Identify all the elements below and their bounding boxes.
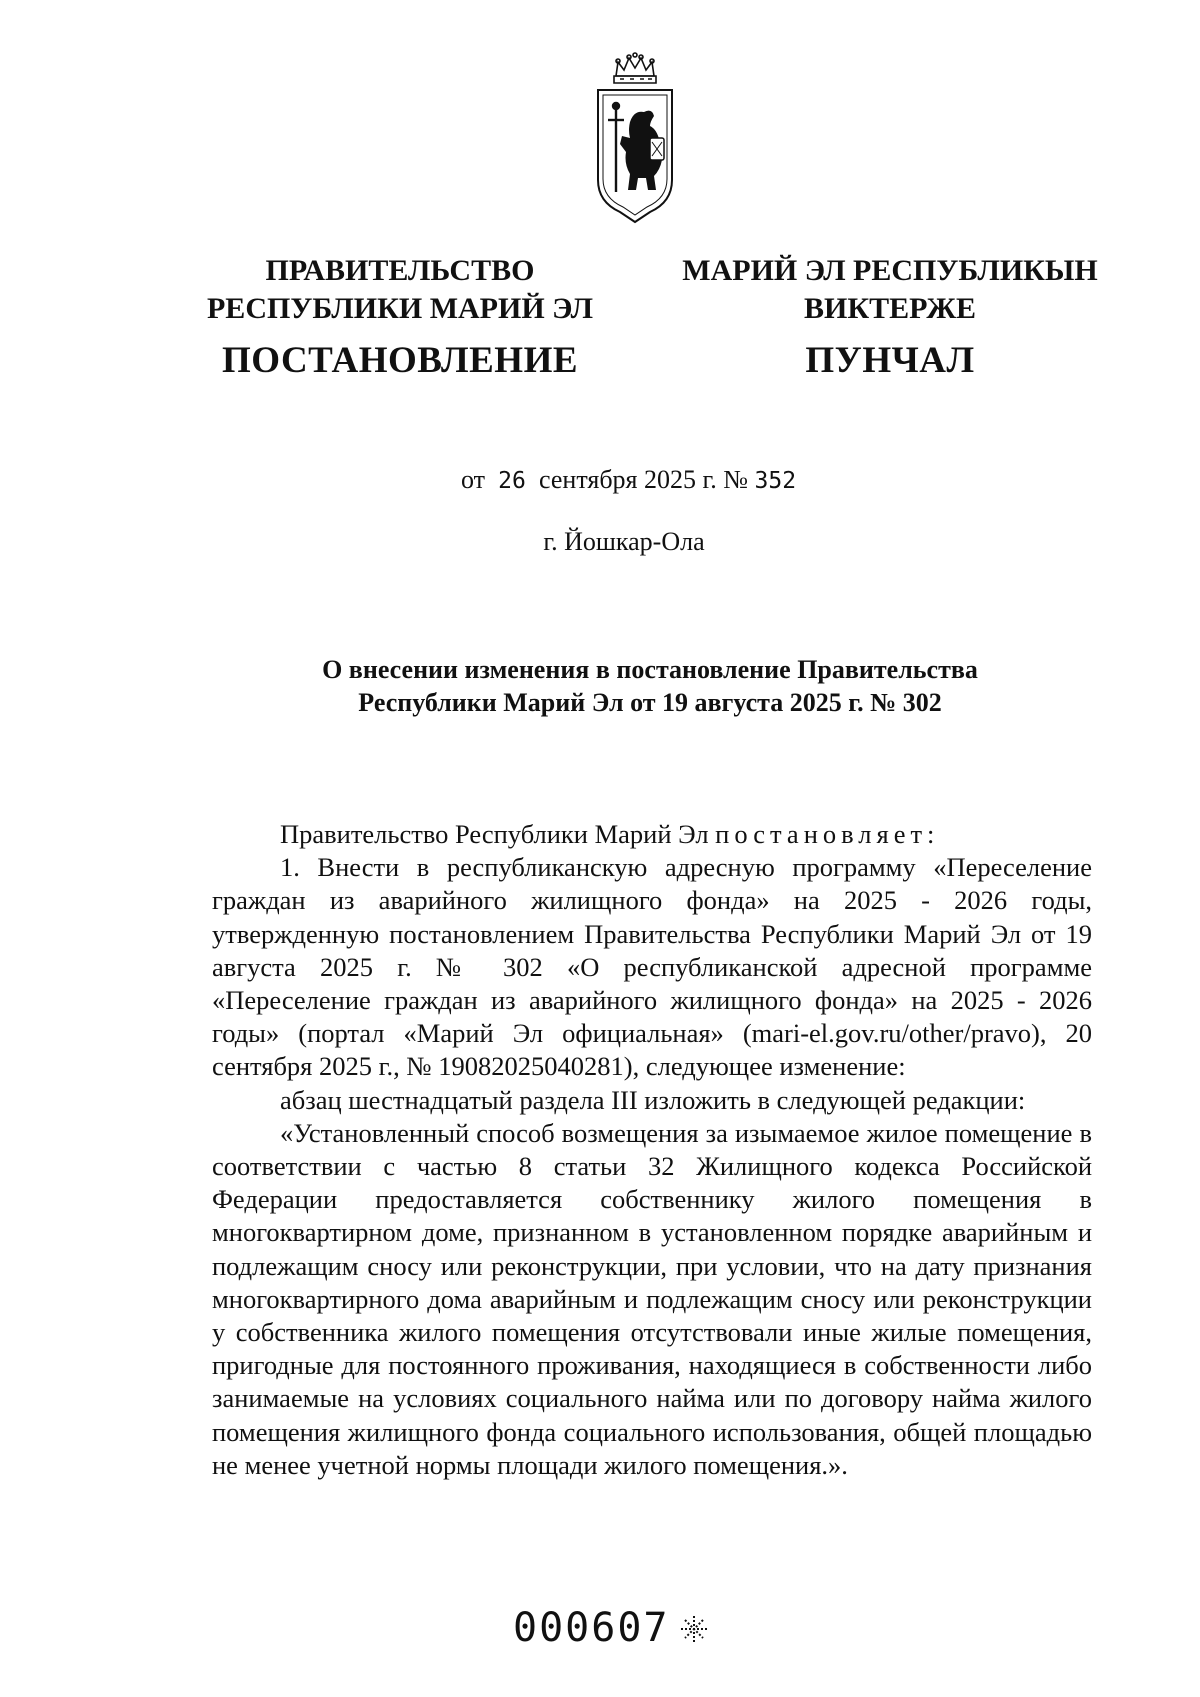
asterisk-mark-icon [679,1614,709,1644]
doc-type-ru: ПОСТАНОВЛЕНИЕ [221,340,579,381]
serial-number: 000607 [513,1605,670,1651]
title-line1: О внесении изменения в постановление Правительства [322,655,978,684]
date-month-year: сентября 2025 г. № [539,465,749,494]
doc-type-mari: ПУНЧАЛ [805,340,975,381]
org-name-mari-line1: МАРИЙ ЭЛ РЕСПУБЛИКЫН [682,254,1098,287]
org-name-mari-line2: ВИКТЕРЖЕ [803,292,977,325]
header-right [680,252,1100,384]
org-name-ru-line2: РЕСПУБЛИКИ МАРИЙ ЭЛ [206,292,593,325]
header-left [200,252,600,384]
paragraph-3: «Установленный способ возмещения за изымаемое жилое помещение в соответствии с частью 8 статьи 32 Жилищного кодекса Российской Федерации предоставляется собственнику жилого помещения в многоквартирном доме, признанном в установленном порядке аварийным и подлежащим сносу или реконструкции, при условии, что на дату признания многоквартирного дома аварийным и подлежащим сносу или реконструкции у собственника жилого помещения отсутствовали иные жилые помещения, пригодные для постоянного проживания, находящиеся в собственности либо занимаемые на условиях социального найма или по договору найма жилого помещения жилищного фонда социального использования, общей площадью не менее учетной нормы площади жилого помещения.». [212,1117,1092,1480]
paragraph-2: абзац шестнадцатый раздела III изложить в следующей редакции: [280,1084,1026,1115]
document-body [212,818,1092,1482]
org-name-ru-line1: ПРАВИТЕЛЬСТВО [265,254,535,287]
document-title [200,653,1100,719]
coat-of-arms-icon [594,52,676,230]
paragraph-1: 1. Внести в республиканскую адресную программу «Переселение граждан из аварийного жилищного фонда» на 2025 - 2026 годы, утвержденную постановлением Правительства Республики Марий Эл от 19 августа 2025 г. № 302 «О республиканской адресной программе «Переселение граждан из аварийного жилищного фонда» на 2025 - 2026 годы» (портал «Марий Эл официальная» (mari-el.gov.ru/other/pravo), 20 сентября 2025 г., № 19082025040281), следующее изменение: [212,852,1092,1082]
title-line2: Республики Марий Эл от 19 августа 2025 г. № 302 [358,688,942,717]
intro-text: Правительство Республики Марий Эл [280,819,709,849]
date-prefix: от [461,465,486,494]
intro-paragraph [212,818,1092,851]
date-day: 26 [498,468,526,494]
city: г. Йошкар-Ола [543,527,705,556]
date-line [461,465,796,495]
document-number: 352 [754,468,797,494]
resolves-text: постановляет: [715,819,940,849]
